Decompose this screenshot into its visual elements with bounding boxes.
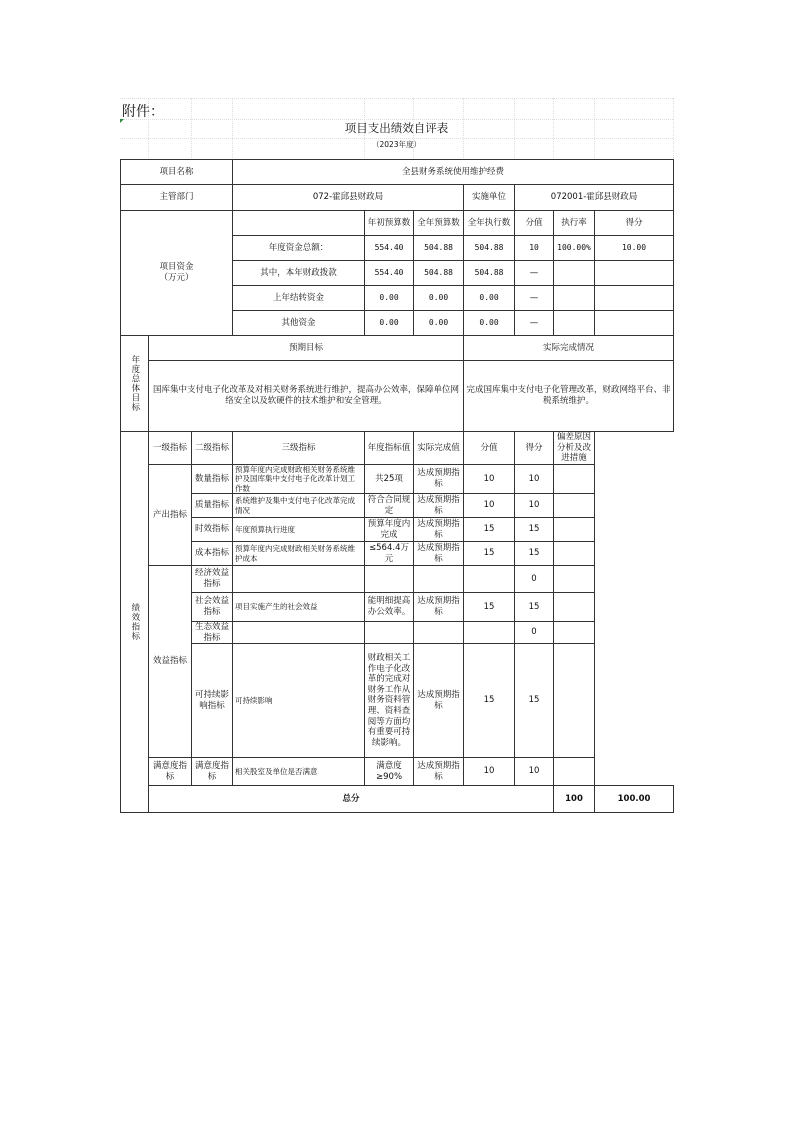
second-level: 满意度指标: [192, 758, 233, 786]
funds-score: [595, 261, 674, 286]
ind-score: 15: [515, 542, 554, 566]
impl-value: 072001-霍邱县财政局: [515, 185, 674, 211]
project-name-label: 项目名称: [121, 160, 233, 185]
form-title: 项目支出绩效自评表: [344, 121, 449, 135]
deviation: [554, 518, 595, 542]
indicators-group-label: 绩效指标: [121, 432, 149, 813]
target-value: 财政相关工作电子化改革的完成对财务工作从财务资料管理、资料查阅等方面均有重要可持续影响。: [365, 644, 414, 758]
expected-goal-header: 预期目标: [149, 336, 464, 361]
funds-group-label: [121, 211, 233, 336]
second-level: 时效指标: [192, 518, 233, 542]
ind-score-value: 15: [464, 518, 515, 542]
actual-value: 达成预期指标: [414, 644, 464, 758]
second-level: 数量指标: [192, 464, 233, 493]
deviation: [554, 464, 595, 493]
funds-initial: 554.40: [365, 261, 414, 286]
col-annual-executed: 全年执行数: [464, 211, 515, 236]
funds-annual: 0.00: [414, 286, 464, 311]
third-level: 可持续影响: [233, 644, 365, 758]
deviation: [554, 644, 595, 758]
ind-score-value: 15: [464, 542, 515, 566]
ind-score-value: 15: [464, 593, 515, 622]
total-score: 100.00: [595, 786, 674, 813]
actual-value: 达成预期指标: [414, 464, 464, 493]
funds-score-value: 10: [515, 236, 554, 261]
col-deviation: 偏差原因分析及改进措施: [554, 432, 595, 465]
total-label: 总分: [149, 786, 554, 813]
funds-score: 10.00: [595, 236, 674, 261]
target-value: 能明细提高办公效率。: [365, 593, 414, 622]
funds-initial: 0.00: [365, 286, 414, 311]
funds-rate: [554, 261, 595, 286]
second-level: 社会效益指标: [192, 593, 233, 622]
project-name-value: 全县财务系统使用维护经费: [233, 160, 674, 185]
target-value: [365, 622, 414, 644]
dept-value: 072-霍邱县财政局: [233, 185, 464, 211]
funds-initial: 554.40: [365, 236, 414, 261]
ind-score-value: 10: [464, 494, 515, 518]
col-score-value: 分值: [515, 211, 554, 236]
actual-value: 达成预期指标: [414, 758, 464, 786]
funds-row-label: 上年结转资金: [233, 286, 365, 311]
ind-score-value: [464, 622, 515, 644]
funds-executed: 0.00: [464, 311, 515, 336]
funds-rate: 100.00%: [554, 236, 595, 261]
actual-result-text: 完成国库集中支付电子化管理改革，财政网络平台、非税系统维护。: [464, 361, 674, 432]
impl-label: 实施单位: [464, 185, 515, 211]
actual-result-header: 实际完成情况: [464, 336, 674, 361]
funds-rate: [554, 311, 595, 336]
goals-group-label: 年度总体目标: [121, 336, 149, 432]
ind-score: 15: [515, 593, 554, 622]
col-first-level: 一级指标: [149, 432, 192, 465]
col-third-level: 三级指标: [233, 432, 365, 465]
third-level: 预算年度内完成财政相关财务系统维护成本: [233, 542, 365, 566]
ind-score-value: [464, 566, 515, 593]
actual-value: 达成预期指标: [414, 593, 464, 622]
expected-goal-text: 国库集中支付电子化改革及对相关财务系统进行维护，提高办公效率，保障单位网络安全以及软硬件的技术维护和安全管理。: [149, 361, 464, 432]
ind-score: 15: [515, 644, 554, 758]
col-target-value: 年度指标值: [365, 432, 414, 465]
third-level: [233, 566, 365, 593]
col-exec-rate: 执行率: [554, 211, 595, 236]
funds-score-value: —: [515, 261, 554, 286]
ind-score-value: 10: [464, 464, 515, 493]
sheet-gridline: [673, 98, 674, 158]
target-value: 满意度≥90%: [365, 758, 414, 786]
third-level: 预算年度内完成财政相关财务系统维护及国库集中支付电子化改革计划工作数: [233, 464, 365, 493]
second-level: 生态效益指标: [192, 622, 233, 644]
total-value: 100: [554, 786, 595, 813]
target-value: 预算年度内完成: [365, 518, 414, 542]
funds-score: [595, 311, 674, 336]
funds-executed: 504.88: [464, 261, 515, 286]
target-value: [365, 566, 414, 593]
evaluation-table: [120, 159, 674, 813]
second-level: 经济效益指标: [192, 566, 233, 593]
ind-score: 0: [515, 622, 554, 644]
attachment-label: 附件：: [122, 104, 164, 120]
funds-score-value: —: [515, 286, 554, 311]
actual-value: 达成预期指标: [414, 518, 464, 542]
target-value: 共25项: [365, 464, 414, 493]
funds-executed: 504.88: [464, 236, 515, 261]
form-year: （2023年度）: [371, 140, 422, 149]
deviation: [554, 494, 595, 518]
deviation: [554, 622, 595, 644]
funds-header-blank: [233, 211, 365, 236]
benefit-indicator-label: 效益指标: [149, 566, 192, 758]
ind-score-value: 10: [464, 758, 515, 786]
funds-annual: 504.88: [414, 261, 464, 286]
second-level: 可持续影响指标: [192, 644, 233, 758]
col-ind-score-value: 分值: [464, 432, 515, 465]
actual-value: 达成预期指标: [414, 494, 464, 518]
actual-value: [414, 622, 464, 644]
dept-label: 主管部门: [121, 185, 233, 211]
third-level: [233, 622, 365, 644]
ind-score: 10: [515, 758, 554, 786]
ind-score: 10: [515, 464, 554, 493]
funds-score: [595, 286, 674, 311]
funds-score-value: —: [515, 311, 554, 336]
third-level: 项目实施产生的社会效益: [233, 593, 365, 622]
funds-annual: 504.88: [414, 236, 464, 261]
sheet-gridline: [120, 98, 673, 99]
col-ind-score: 得分: [515, 432, 554, 465]
ind-score: 0: [515, 566, 554, 593]
col-annual-budget: 全年预算数: [414, 211, 464, 236]
col-initial-budget: 年初预算数: [365, 211, 414, 236]
ind-score: 15: [515, 518, 554, 542]
deviation: [554, 566, 595, 593]
third-level: 相关股室及单位是否满意: [233, 758, 365, 786]
ind-score-value: 15: [464, 644, 515, 758]
col-actual-value: 实际完成值: [414, 432, 464, 465]
actual-value: [414, 566, 464, 593]
actual-value: 达成预期指标: [414, 542, 464, 566]
funds-annual: 0.00: [414, 311, 464, 336]
output-indicator-label: 产出指标: [149, 464, 192, 565]
funds-row-label: 其中，本年财政拨款: [233, 261, 365, 286]
second-level: 成本指标: [192, 542, 233, 566]
col-second-level: 二级指标: [192, 432, 233, 465]
ind-score: 10: [515, 494, 554, 518]
target-value: 符合合同规定: [365, 494, 414, 518]
funds-executed: 0.00: [464, 286, 515, 311]
deviation: [554, 542, 595, 566]
deviation: [554, 758, 595, 786]
third-level: 年度预算执行进度: [233, 518, 365, 542]
col-score: 得分: [595, 211, 674, 236]
funds-row-label: 年度资金总额：: [233, 236, 365, 261]
second-level: 质量指标: [192, 494, 233, 518]
funds-row-label: 其他资金: [233, 311, 365, 336]
third-level: 系统维护及集中支付电子化改革完成情况: [233, 494, 365, 518]
deviation: [554, 593, 595, 622]
funds-group-text: 项目资金（万元）: [159, 262, 194, 283]
funds-initial: 0.00: [365, 311, 414, 336]
funds-rate: [554, 286, 595, 311]
satisfaction-indicator-label: 满意度指标: [149, 758, 192, 786]
target-value: ≤564.4万元: [365, 542, 414, 566]
